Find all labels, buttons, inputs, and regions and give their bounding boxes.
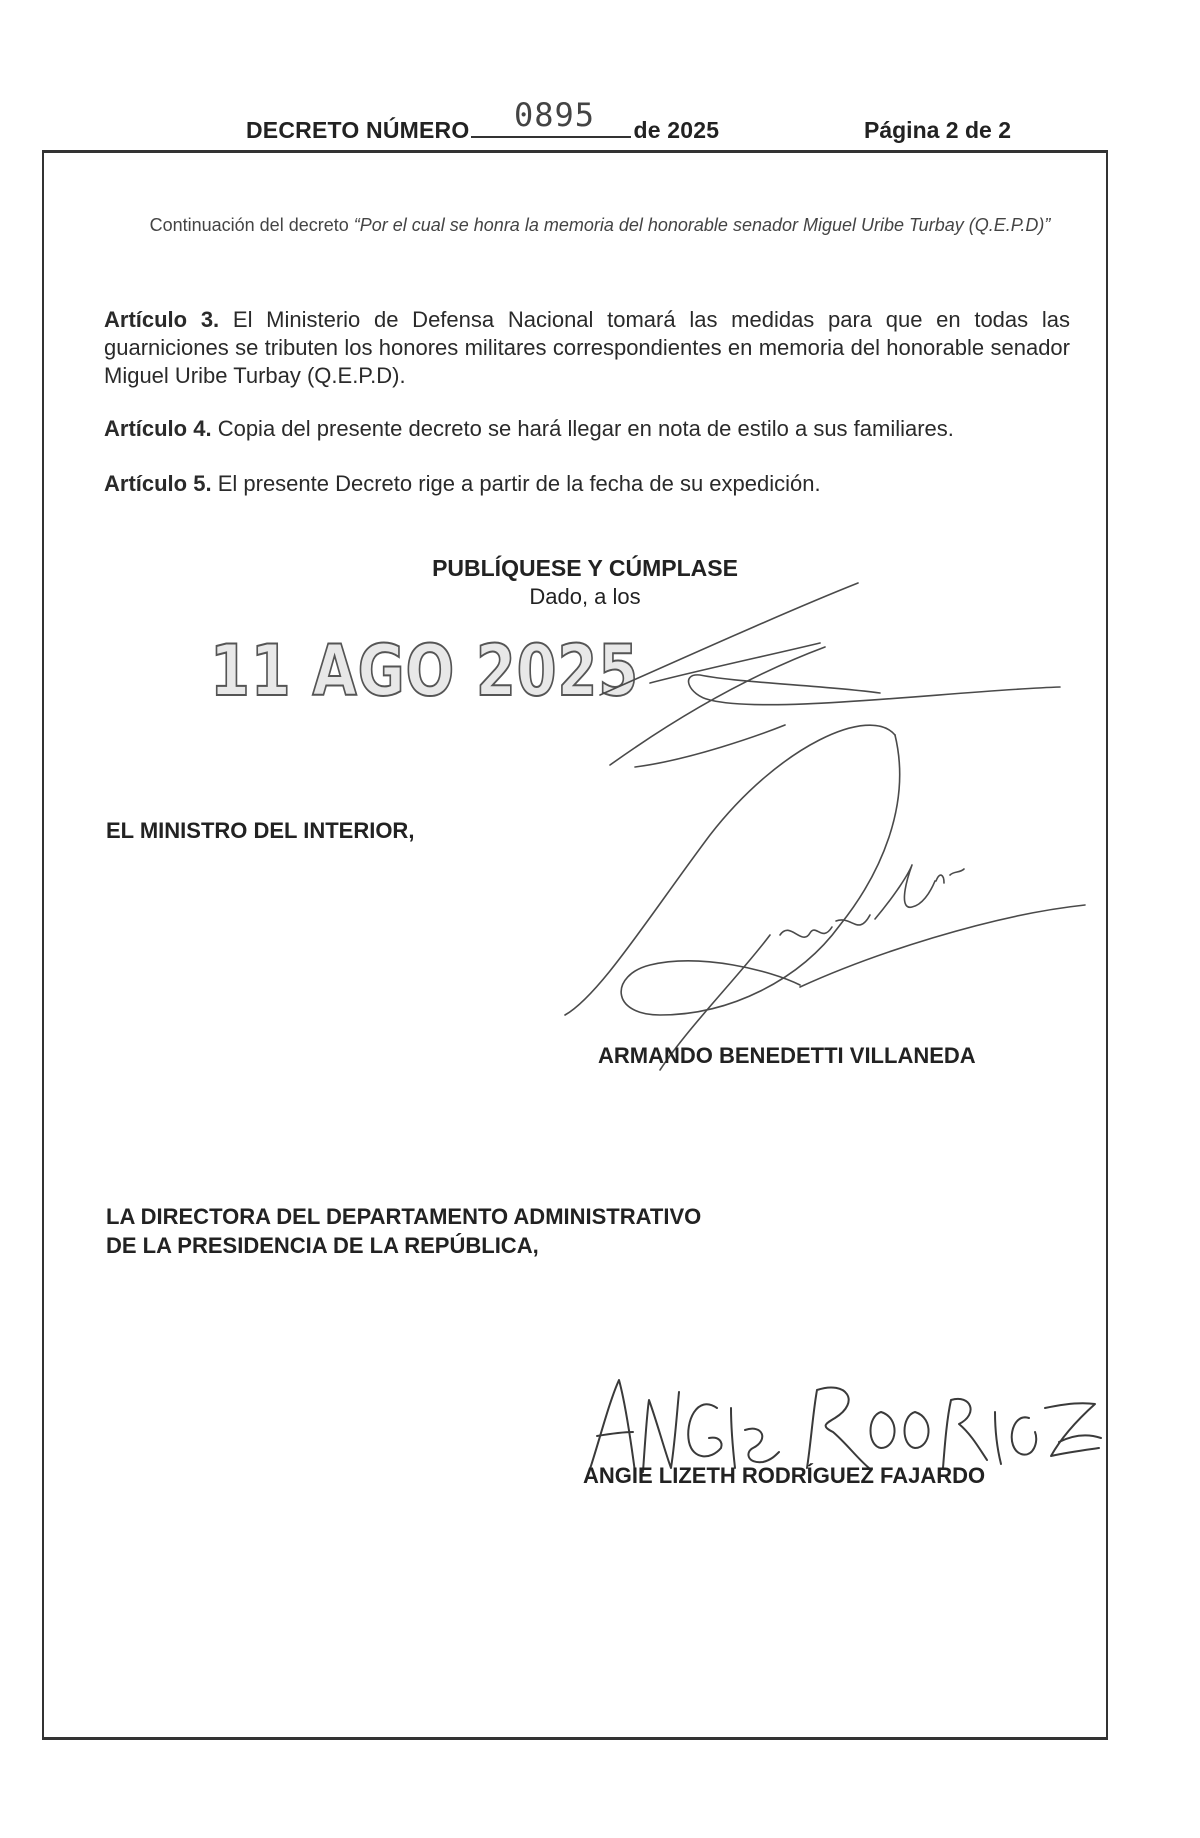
article-5 — [104, 470, 1070, 498]
article-text: El Ministerio de Defensa Nacional tomará las medidas para que en todas las guarniciones se tributen los honores militares correspondientes en memoria del honorable senador Miguel Uribe Turbay (Q.E.P.D). — [104, 307, 1070, 388]
signatory-2-role-line-2: DE LA PRESIDENCIA DE LA REPÚBLICA, — [106, 1233, 539, 1258]
continuation-title: “Por el cual se honra la memoria del honorable senador Miguel Uribe Turbay (Q.E.P.D)” — [353, 215, 1051, 235]
page-indicator: Página 2 de 2 — [864, 117, 1012, 143]
decree-number: 0895 — [514, 96, 596, 134]
article-label: Artículo 5. — [104, 471, 212, 496]
continuation-prefix: Continuación del decreto — [149, 215, 354, 235]
article-text: Copia del presente decreto se hará llegar en nota de estilo a sus familiares. — [217, 416, 954, 441]
publiquese-heading: PUBLÍQUESE Y CÚMPLASE — [432, 555, 738, 581]
decree-year: de 2025 — [633, 117, 720, 143]
signatory-2-name: ANGIE LIZETH RODRÍGUEZ FAJARDO — [583, 1463, 986, 1488]
signatory-1-name: ARMANDO BENEDETTI VILLANEDA — [598, 1043, 976, 1068]
signatory-2-role-line-1: LA DIRECTORA DEL DEPARTAMENTO ADMINISTRATIVO — [106, 1204, 702, 1229]
date-stamp: 11 AGO 2025 — [210, 630, 639, 712]
decree-number-line — [246, 117, 719, 144]
decree-label: DECRETO NÚMERO — [246, 117, 470, 143]
article-4 — [104, 415, 1070, 443]
article-label: Artículo 3. — [104, 307, 220, 332]
article-text: El presente Decreto rige a partir de la fecha de su expedición. — [217, 471, 821, 496]
signatory-1-role: EL MINISTRO DEL INTERIOR, — [106, 818, 415, 843]
article-label: Artículo 4. — [104, 416, 212, 441]
dado-text: Dado, a los — [529, 584, 641, 609]
continuation-note — [110, 213, 1090, 238]
article-3 — [104, 306, 1070, 390]
